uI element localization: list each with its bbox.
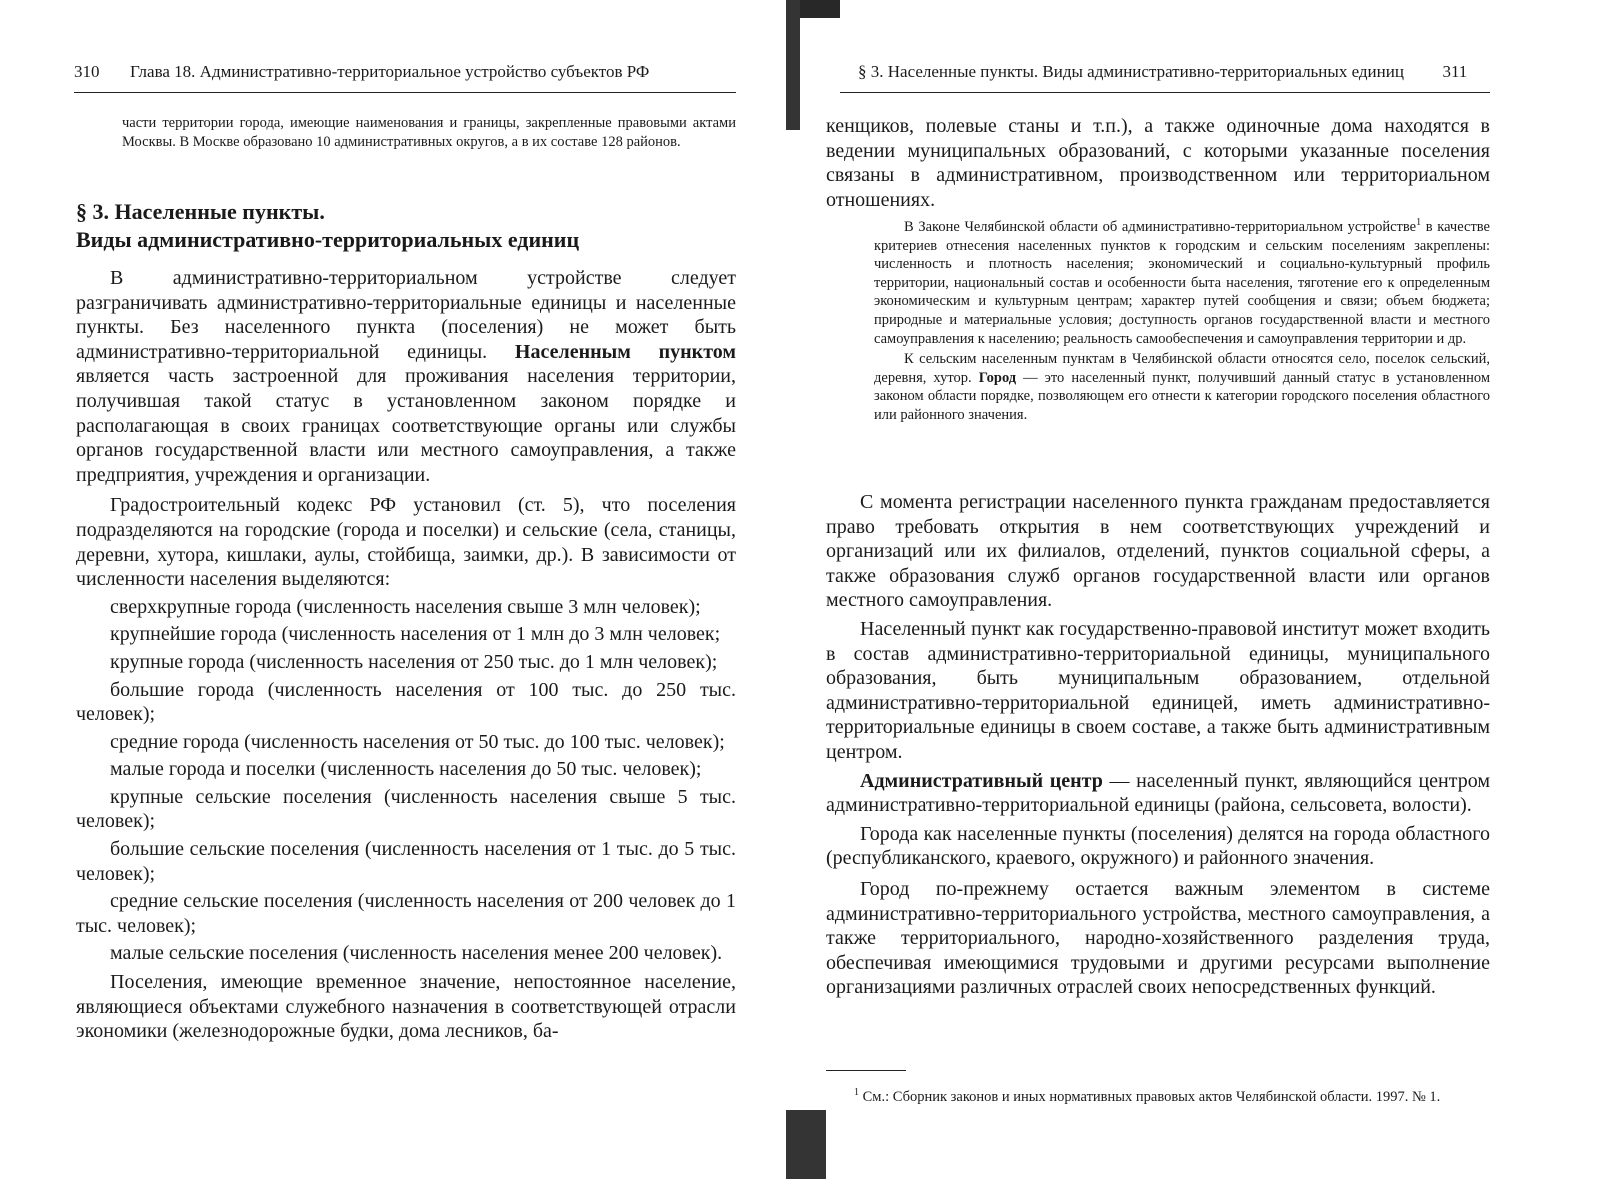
list-item: средние города (численность населения от 50 тыс. до 100 тыс. человек);: [110, 730, 725, 753]
footnote: [826, 1088, 1490, 1107]
right-p3-text: — населенный пункт, являющийся центром административно-территориальной единицы (района, сельсовета, волости).: [826, 769, 1490, 817]
right-small-block: [874, 218, 1490, 425]
left-intro-block: [122, 114, 736, 151]
right-page-number: 311: [1442, 62, 1468, 81]
list-item: малые города и поселки (численность населения до 50 тыс. человек);: [110, 758, 702, 781]
right-running-header: [858, 62, 1467, 82]
list-item: большие сельские поселения (численность населения от 1 тыс. до 5 тыс. человек);: [76, 838, 736, 885]
list-item: крупнейшие города (численность населения от 1 млн до 3 млн человек;: [110, 623, 721, 646]
left-p1-text-a: В административно-территориальном устройстве следует разграничивать административно-территориальные единицы и населенные пункты. Без населенного пункта (поселения) не может быть административно-территориальной единицы.: [76, 267, 736, 363]
list-item: малые сельские поселения (численность населения менее 200 человек).: [110, 942, 723, 965]
right-paragraph-5: Город по-прежнему остается важным элементом в системе административно-территориального устройства, местного самоуправления, а также территориального, народно-хозяйственного разделения труда, обеспечивая имеющимися трудовыми и другими ресурсами выполнение организациями различных отраслей своих непосредственных функций.: [826, 877, 1490, 999]
list-item: сверхкрупные города (численность населения свыше 3 млн человек);: [110, 595, 701, 618]
right-p3-bold-term: Административный центр: [860, 769, 1103, 792]
right-page: [790, 0, 1600, 1179]
left-paragraph-3: Поселения, имеющие временное значение, непостоянное население, являющиеся объектами служебного назначения в соответствующей отрасли экономики (железнодорожные будки, дома лесников, ба-: [76, 971, 736, 1043]
right-running-head: § 3. Населенные пункты. Виды административно-территориальных единиц: [858, 62, 1404, 81]
right-paragraph-4: Города как населенные пункты (поселения) делятся на города областного (республиканского, краевого, окружного) и районного значения.: [826, 822, 1490, 870]
left-header-rule: [74, 92, 736, 93]
left-page-number: 310: [74, 62, 100, 81]
right-paragraph-0: кенщиков, полевые станы и т.п.), а также одиночные дома находятся в ведении муниципальных образований, с которыми указанные поселения связаны в административном, производственном или территориальном отношениях.: [826, 115, 1490, 211]
population-list: [76, 595, 736, 966]
footnote-mark: 1: [854, 1087, 859, 1099]
footnote-ref: 1: [1416, 217, 1422, 229]
section-heading: [76, 198, 736, 254]
right-small2-text-b: — это населенный пункт, получивший данный статус в установленном законом области порядке, позволяющем его отнести к категории городского поселения областного или районного значения.: [874, 369, 1490, 423]
list-item: большие города (численность населения от 100 тыс. до 250 тыс. человек);: [76, 678, 736, 726]
left-running-header: [74, 62, 649, 82]
right-paragraph-3: [826, 769, 1490, 818]
section-heading-line2: Виды административно-территориальных единиц: [76, 227, 580, 252]
section-heading-line1: § 3. Населенные пункты.: [76, 199, 325, 224]
right-small-paragraph-1: [874, 218, 1490, 348]
left-page: [0, 0, 790, 1179]
footnote-text-line: [826, 1088, 1490, 1107]
left-running-head: Глава 18. Административно-территориальное устройство субъектов РФ: [130, 62, 650, 81]
right-small1-text-b: в качестве критериев отнесения населенных пунктов к городским и сельским поселениям закреплены: численность и плотность населения; экономический и социально-культурный профиль территории, национальный состав и особенности быта населения, тяготение его к определенным экономическим и культурным центрам; характер путей сообщения и связи; объем бюджета; природные и материальные условия; доступность органов государственной власти и местного самоуправления к населению; реальность самообеспечения и самоуправления территории и др.: [874, 219, 1490, 347]
right-small2-bold-term: Город: [978, 369, 1017, 386]
left-intro-small: части территории города, имеющие наименования и границы, закрепленные правовыми актами Москвы. В Москве образовано 10 административных округов, а в их составе 128 районов.: [122, 115, 736, 150]
right-header-rule: [840, 92, 1490, 93]
right-paragraph-1: С момента регистрации населенного пункта гражданам предоставляется право требовать открытия в нем соответствующих учреждений и организаций или их филиалов, отделений, пунктов социальной сферы, а также образования служб органов государственной власти или органов местного самоуправления.: [826, 491, 1490, 612]
right-small2-text-a: К сельским населенным пунктам в Челябинской области относятся село, поселок сельский, деревня, хутор.: [874, 351, 1490, 386]
right-small-paragraph-2: [874, 350, 1490, 424]
footnote-text: См.: Сборник законов и иных нормативных правовых актов Челябинской области. 1997. № 1.: [862, 1089, 1441, 1105]
right-small1-text-a: В Законе Челябинской области об административно-территориальном устройстве: [904, 219, 1417, 235]
right-body: [826, 490, 1490, 1000]
right-body-top: [826, 114, 1490, 212]
left-paragraph-1: [76, 266, 736, 487]
list-item: крупные сельские поселения (численность населения свыше 5 тыс. человек);: [76, 785, 736, 833]
right-paragraph-2: Населенный пункт как государственно-правовой институт может входить в состав административно-территориальной единицы, муниципального образования, быть муниципальным образованием, отдельной административно-территориальной единицей, иметь административно-территориальные единицы в своем составе, а также быть административным центром.: [826, 617, 1490, 763]
footnote-rule: [826, 1070, 906, 1071]
list-item: средние сельские поселения (численность населения от 200 человек до 1 тыс. человек);: [76, 890, 736, 937]
left-p1-text-b: является часть застроенной для проживания населения территории, получившая такой статус в установленном законом порядке и располагающая в своих границах соответствующие органы или службы органов государственной власти или местного самоуправления, а также предприятия, учреждения и организации.: [76, 365, 736, 486]
left-paragraph-2: Градостроительный кодекс РФ установил (ст. 5), что поселения подразделяются на городские (города и поселки) и сельские (села, станицы, деревни, хутора, кишлаки, аулы, стойбища, заимки, др.). В зависимости от численности населения выделяются:: [76, 494, 736, 591]
list-item: крупные города (численность населения от 250 тыс. до 1 млн человек);: [110, 650, 718, 673]
left-body: [76, 266, 736, 1044]
left-p1-bold-term: Населенным пунктом: [514, 340, 736, 363]
